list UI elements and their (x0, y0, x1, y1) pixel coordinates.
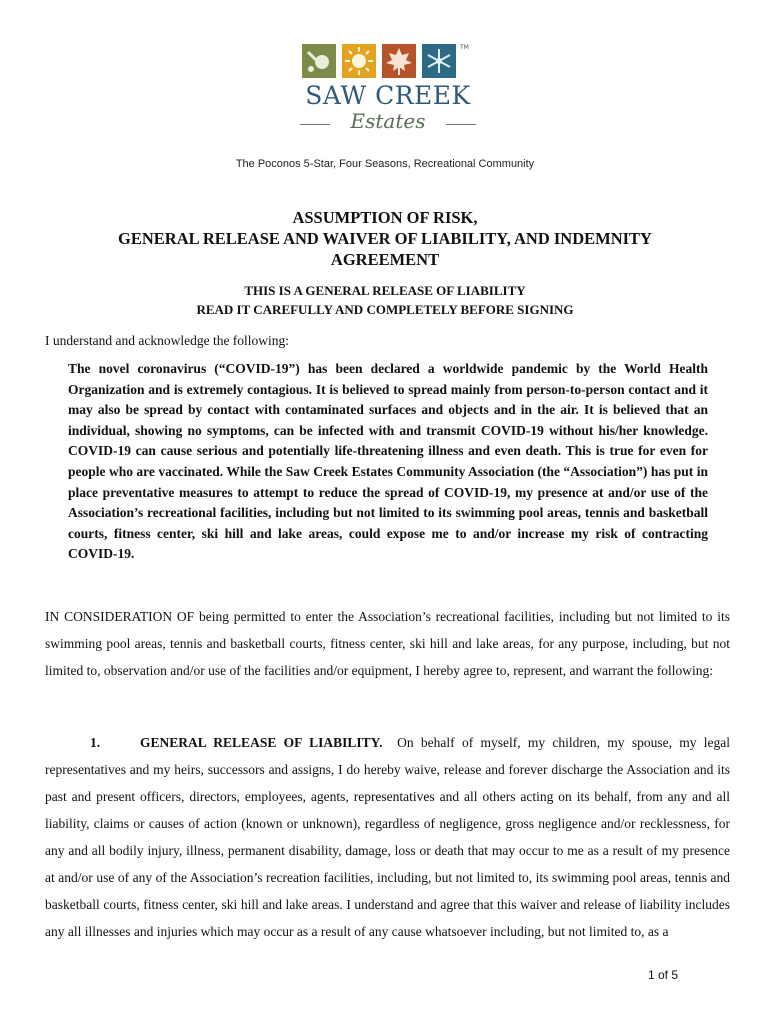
saw-creek-logo (298, 44, 478, 136)
section-general-release (45, 729, 730, 945)
brand-subtitle: Estates (350, 109, 426, 133)
title-line-2: GENERAL RELEASE AND WAIVER OF LIABILITY, AND INDEMNITY (118, 229, 652, 248)
logo-tiles (302, 44, 456, 78)
subtitle-line-2: READ IT CAREFULLY AND COMPLETELY BEFORE SIGNING (196, 302, 574, 317)
consideration-paragraph: IN CONSIDERATION OF being permitted to enter the Association’s recreational facilities, including but not limited to its swimming pool areas, tennis and basketball courts, fitness center, ski hill and lake areas, for any purpose, including, but not limited to, observation and/or use of the facilities and/or equipment, I hereby agree to, represent, and warrant the following: (45, 609, 730, 678)
snowflake-tile-icon (422, 44, 456, 78)
brand-name: SAW CREEK (305, 81, 471, 110)
page-number: 1 of 5 (648, 968, 679, 982)
leaf-tile-icon (302, 44, 336, 78)
subtitle-line-1: THIS IS A GENERAL RELEASE OF LIABILITY (244, 283, 526, 298)
section-title: GENERAL RELEASE OF LIABILITY. (140, 735, 383, 750)
trademark-mark: TM (460, 44, 469, 51)
document-title (60, 207, 710, 270)
intro-text: I understand and acknowledge the following: (45, 333, 290, 348)
tagline: The Poconos 5-Star, Four Seasons, Recreational Community (235, 158, 535, 170)
sun-tile-icon (342, 44, 376, 78)
title-line-3: AGREEMENT (330, 250, 440, 269)
section-number: 1. (90, 735, 101, 750)
document-subtitle (60, 281, 710, 319)
maple-leaf-tile-icon (382, 44, 416, 78)
covid-paragraph: The novel coronavirus (“COVID-19”) has been declared a worldwide pandemic by the World Health Organization and is extremely contagious. It is believed to spread mainly from person-to-person contact and it may also be spread by contact with contaminated surfaces and objects and in the air. It is believed that an individual, showing no symptoms, can be infected with and transmit COVID-19 without his/her knowledge. COVID-19 can cause serious and potentially life-threatening illness and even death. This is true for even for people who are vaccinated. While the Saw Creek Estates Community Association (the “Association”) has put in place preventative measures to attempt to reduce the spread of COVID-19, my presence at and/or use of the Association’s recreational facilities, including but not limited to its swimming pool areas, tennis and basketball courts, fitness center, ski hill and lake areas, could expose me to and/or increase my risk of contracting COVID-19. (68, 361, 708, 562)
title-line-1: ASSUMPTION OF RISK, (292, 208, 478, 227)
section-text: On behalf of myself, my children, my spouse, my legal representatives and my heirs, successors and assigns, I do hereby waive, release and forever discharge the Association and its past and present officers, directors, employees, agents, representatives and all others acting on its behalf, from any and all liability, claims or causes of action (known or unknown), regardless of negligence, gross negligence and/or recklessness, for any and all bodily injury, illness, permanent disability, damage, loss or death that may occur to me as a result of my presence at and/or use of any of the Association’s recreation facilities, including, but not limited to, its swimming pool areas, tennis and basketball courts, fitness center, ski hill and lake areas. I understand and agree that this waiver and release of liability includes any all illnesses and injuries which may occur as a result of any cause whatsoever including, but not limited to, as a (45, 735, 731, 939)
